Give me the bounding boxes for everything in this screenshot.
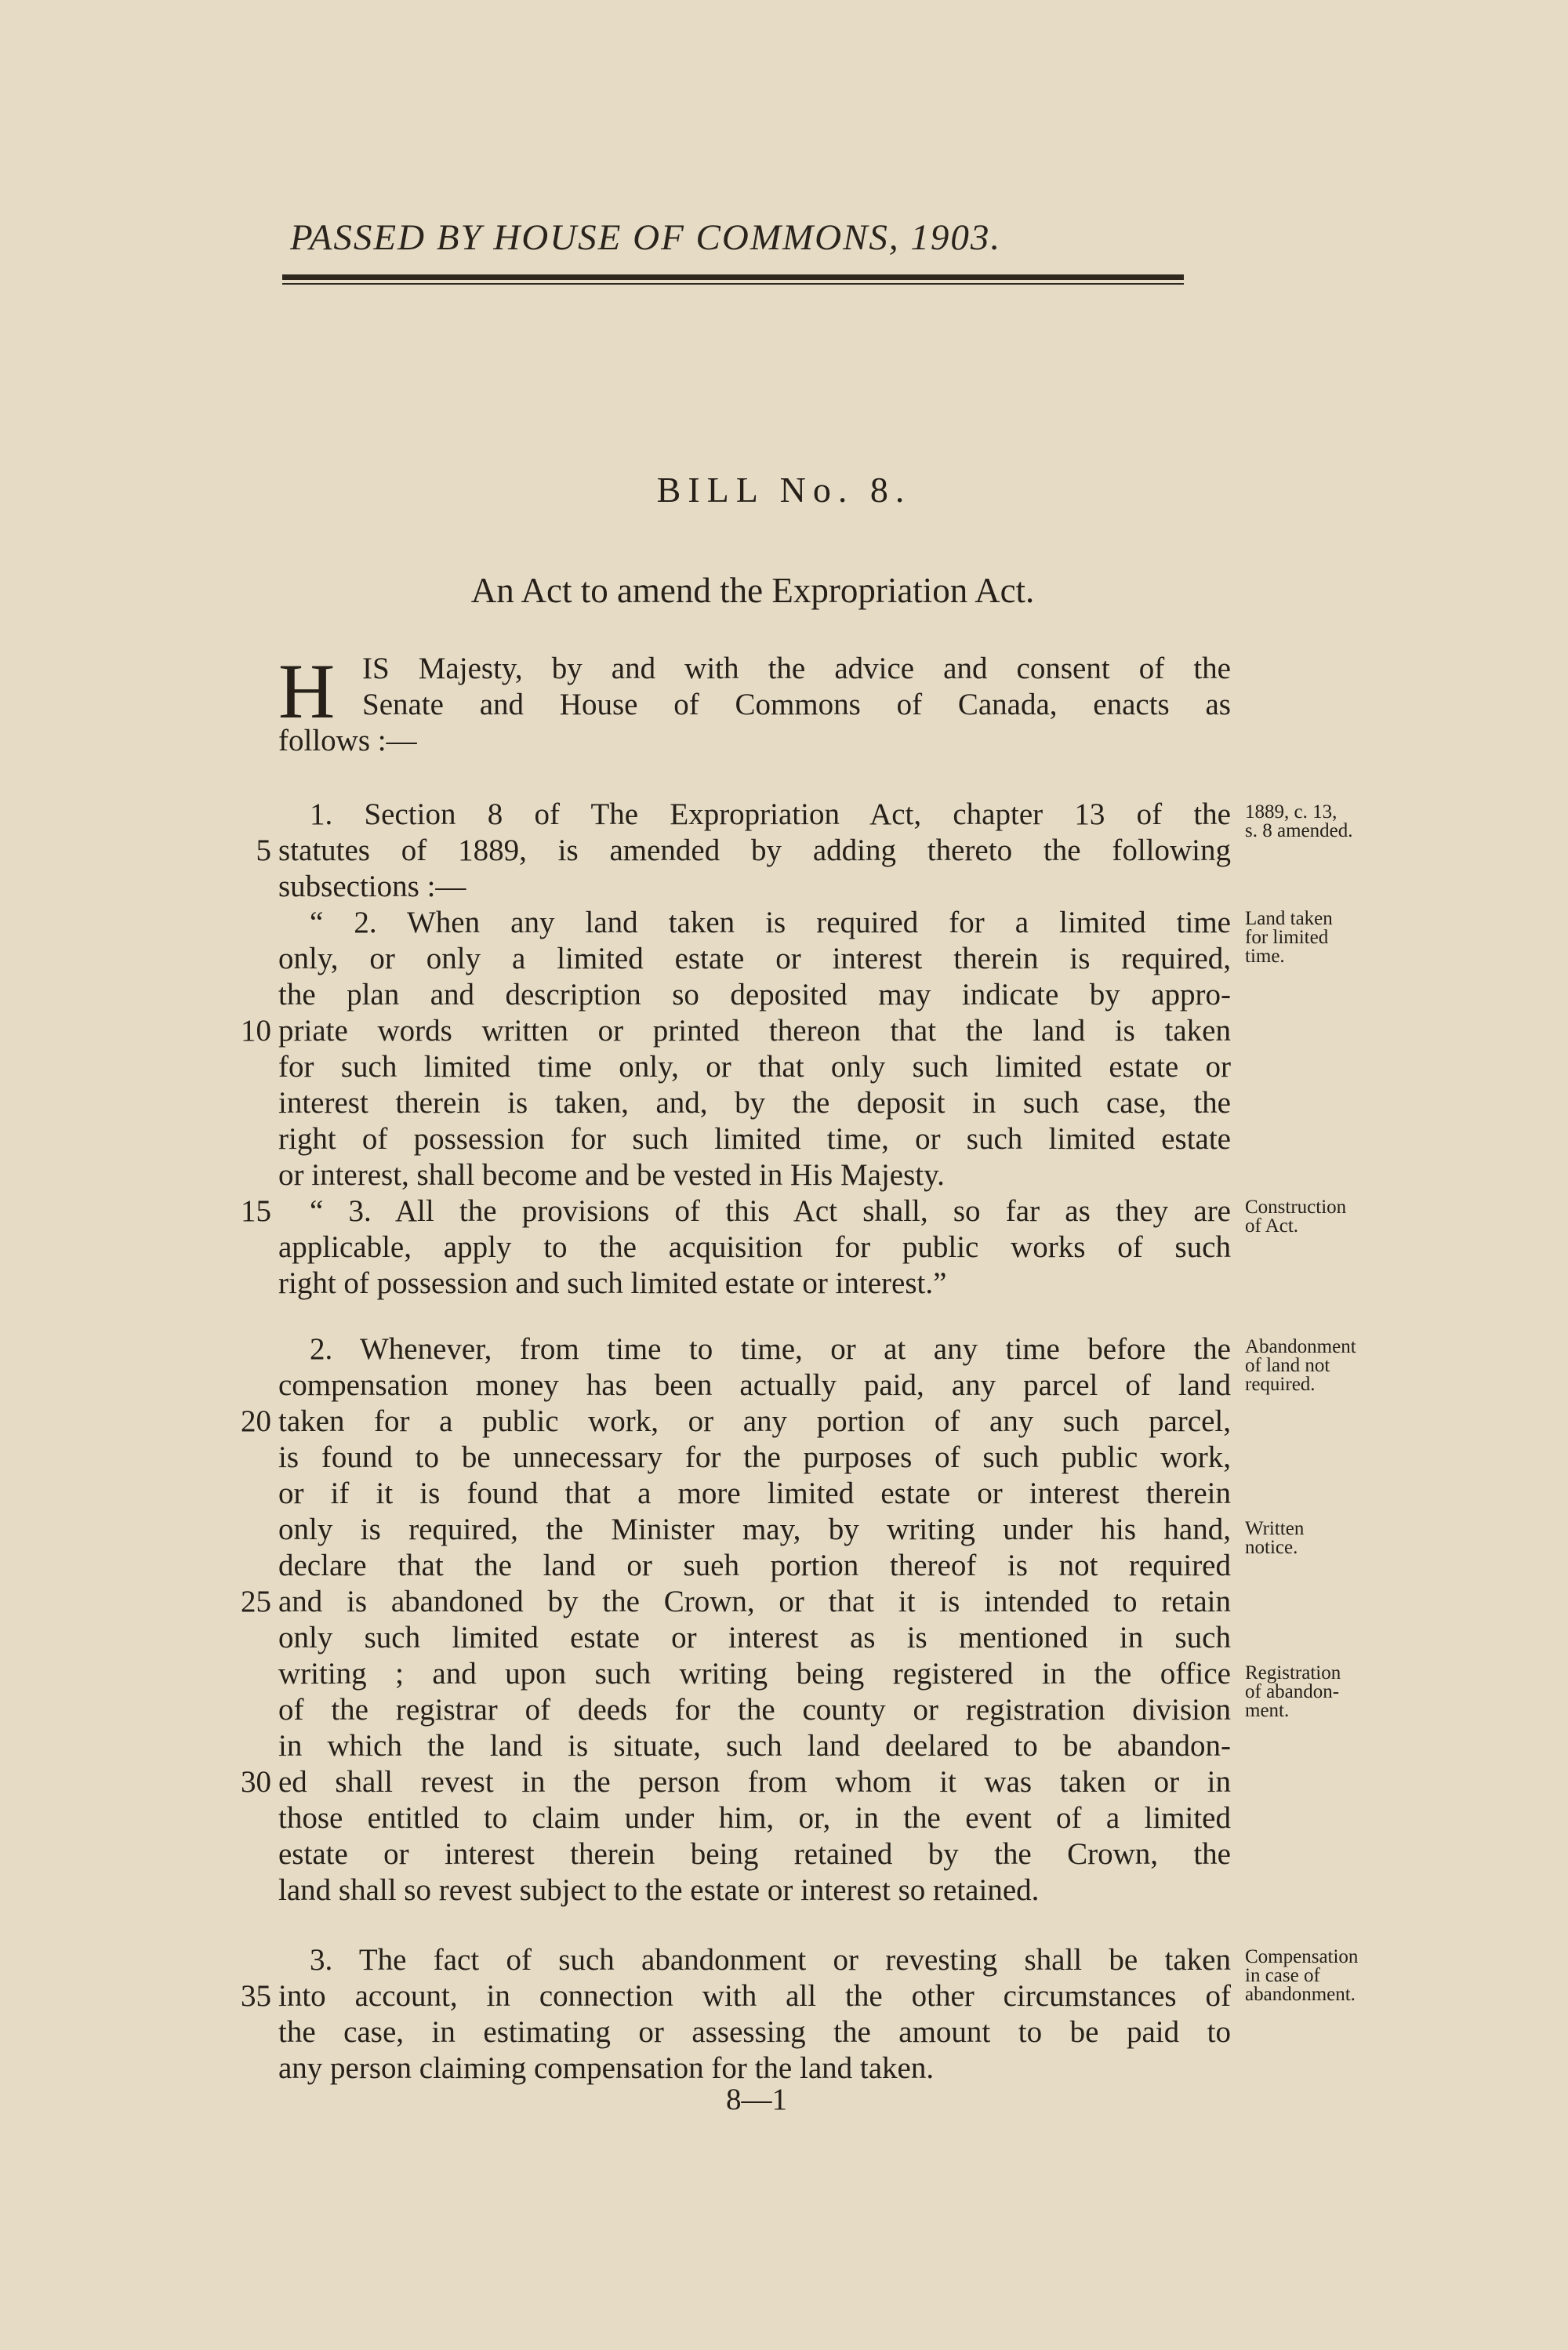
body-line: compensation money has been actually paid, any parcel of land [278, 1368, 1231, 1402]
body-line: right of possession for such limited time, or such limited estate [278, 1122, 1231, 1156]
body-line: only such limited estate or interest as is mentioned in such [278, 1621, 1231, 1654]
body-line: right of possession and such limited estate or interest.” [278, 1266, 947, 1300]
page-signature: 8—1 [726, 2083, 787, 2116]
body-line: applicable, apply to the acquisition for public works of such [278, 1230, 1231, 1264]
line-number: 5 [256, 834, 271, 867]
header-rule-thin [282, 283, 1184, 285]
body-line: subsections :— [278, 870, 466, 903]
body-line: is found to be unnecessary for the purposes of such public work, [278, 1440, 1231, 1474]
body-line: the case, in estimating or assessing the amount to be paid to [278, 2015, 1231, 2049]
body-line: 2. Whenever, from time to time, or at any time before the [310, 1332, 1231, 1366]
body-line: ed shall revest in the person from whom it was taken or in [278, 1765, 1231, 1799]
body-line: the plan and description so deposited may indicate by appro- [278, 978, 1231, 1012]
marginal-note: Written notice. [1245, 1518, 1305, 1558]
line-number: 15 [241, 1194, 271, 1228]
body-line: “ 3. All the provisions of this Act shall, so far as they are [310, 1194, 1231, 1228]
body-line: and is abandoned by the Crown, or that it is intended to retain [278, 1585, 1231, 1618]
header-rule [282, 274, 1184, 280]
body-line: of the registrar of deeds for the county or registration division [278, 1693, 1231, 1727]
body-line: or interest, shall become and be vested in His Majesty. [278, 1158, 945, 1192]
body-line: or if it is found that a more limited estate or interest therein [278, 1476, 1231, 1510]
preamble-line: Senate and House of Commons of Canada, enacts as [362, 688, 1231, 721]
line-number: 10 [241, 1014, 271, 1048]
marginal-note: 1889, c. 13, s. 8 amended. [1245, 801, 1353, 841]
line-number: 20 [241, 1404, 271, 1438]
passage-header: PASSED BY HOUSE OF COMMONS, 1903. [290, 217, 1002, 258]
body-line: statutes of 1889, is amended by adding thereto the following [278, 834, 1231, 867]
bill-title: BILL No. 8. [656, 470, 912, 510]
line-number: 35 [241, 1979, 271, 2013]
body-line: for such limited time only, or that only such limited estate or [278, 1050, 1231, 1084]
preamble-line: IS Majesty, by and with the advice and consent of the [362, 652, 1231, 685]
line-number: 30 [241, 1765, 271, 1799]
body-line: 1. Section 8 of The Expropriation Act, chapter 13 of the [310, 797, 1231, 831]
preamble-line: follows :— [278, 724, 417, 757]
drop-cap: H [278, 648, 336, 735]
marginal-note: Compensation in case of abandonment. [1245, 1946, 1359, 2005]
body-line: writing ; and upon such writing being registered in the office [278, 1657, 1231, 1691]
body-line: only, or only a limited estate or interest therein is required, [278, 942, 1231, 975]
act-title: An Act to amend the Expropriation Act. [470, 571, 1035, 610]
body-line: any person claiming compensation for the land taken. [278, 2051, 935, 2085]
marginal-note: Abandonment of land not required. [1245, 1336, 1356, 1395]
marginal-note: Construction of Act. [1245, 1197, 1347, 1237]
body-line: 3. The fact of such abandonment or revesting shall be taken [310, 1943, 1231, 1977]
body-line: only is required, the Minister may, by writing under his hand, [278, 1513, 1231, 1546]
line-number: 25 [241, 1585, 271, 1618]
body-line: in which the land is situate, such land deelared to be abandon- [278, 1729, 1231, 1763]
body-line: declare that the land or sueh portion thereof is not required [278, 1549, 1231, 1582]
body-line: “ 2. When any land taken is required for a limited time [310, 906, 1231, 939]
body-line: into account, in connection with all the other circumstances of [278, 1979, 1231, 2013]
body-line: land shall so revest subject to the estate or interest so retained. [278, 1873, 1040, 1907]
body-line: priate words written or printed thereon that the land is taken [278, 1014, 1231, 1048]
body-line: those entitled to claim under him, or, in the event of a limited [278, 1801, 1231, 1835]
body-line: interest therein is taken, and, by the deposit in such case, the [278, 1086, 1231, 1120]
body-line: estate or interest therein being retained by the Crown, the [278, 1837, 1231, 1871]
marginal-note: Registration of abandon- ment. [1245, 1662, 1341, 1721]
body-line: taken for a public work, or any portion of any such parcel, [278, 1404, 1231, 1438]
marginal-note: Land taken for limited time. [1245, 908, 1333, 967]
